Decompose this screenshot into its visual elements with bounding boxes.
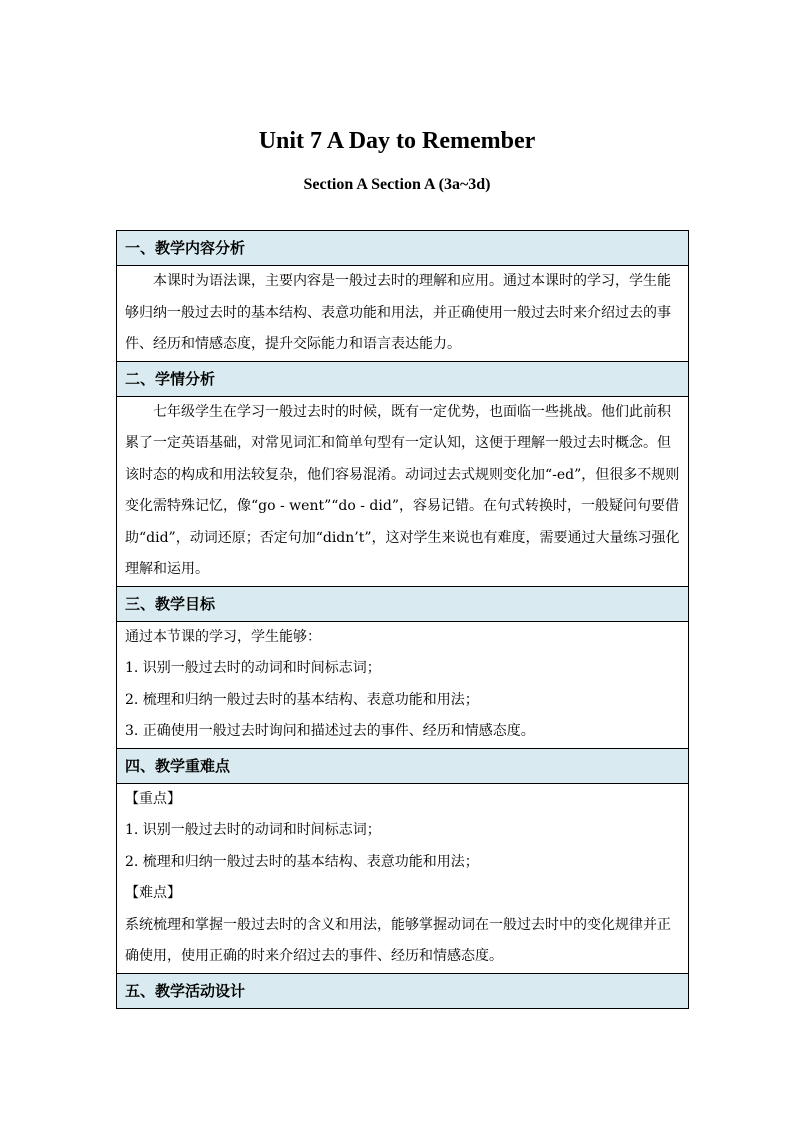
section-heading-row <box>117 973 689 1008</box>
section-body-learner-analysis <box>117 396 689 586</box>
section-heading-learner-analysis: 二、学情分析 <box>117 361 689 396</box>
objective-item: 3. 正确使用一般过去时询问和描述过去的事件、经历和情感态度。 <box>125 723 535 739</box>
section-heading-key-points: 四、教学重难点 <box>117 748 689 783</box>
section-body-row <box>117 621 689 748</box>
difficulty-text: 系统梳理和掌握一般过去时的含义和用法，能够掌握动词在一般过去时中的变化规律并正确使用，使用正确的时来介绍过去的事件、经历和情感态度。 <box>125 916 671 964</box>
section-heading-row <box>117 586 689 621</box>
difficulties-label: 【难点】 <box>125 885 181 901</box>
lesson-plan-table <box>116 230 689 1009</box>
section-heading-teaching-objectives: 三、教学目标 <box>117 586 689 621</box>
key-point-item: 2. 梳理和归纳一般过去时的基本结构、表意功能和用法； <box>125 853 479 870</box>
section-body-content-analysis <box>117 266 689 362</box>
objectives-intro: 通过本节课的学习，学生能够： <box>125 628 321 645</box>
section-heading-content-analysis: 一、教学内容分析 <box>117 231 689 266</box>
section-body-row <box>117 783 689 973</box>
section-body-teaching-objectives <box>117 621 689 748</box>
section-heading-row <box>117 231 689 266</box>
section-heading-row <box>117 361 689 396</box>
objective-item: 2. 梳理和归纳一般过去时的基本结构、表意功能和用法； <box>125 691 479 708</box>
paragraph: 本课时为语法课，主要内容是一般过去时的理解和应用。通过本课时的学习，学生能够归纳一般过去时的基本结构、表意功能和用法，并正确使用一般过去时来介绍过去的事件、经历和情感态度，提升交际能力和语言表达能力。 <box>125 273 671 352</box>
section-body-row <box>117 396 689 586</box>
section-body-row <box>117 266 689 362</box>
section-body-key-points <box>117 783 689 973</box>
key-point-item: 1. 识别一般过去时的动词和时间标志词； <box>125 822 381 838</box>
document-subtitle: Section A Section A (3a~3d) <box>303 176 491 193</box>
key-points-label: 【重点】 <box>125 790 181 807</box>
paragraph: 七年级学生在学习一般过去时的时候，既有一定优势，也面临一些挑战。他们此前积累了一定英语基础，对常见词汇和简单句型有一定认知，这便于理解一般过去时概念。但该时态的构成和用法较复杂，他们容易混淆。动词过去式规则变化加“-ed”，但很多不规则变化需特殊记忆，像“go - went”“do - did”，容易记错。在句式转换时，一般疑问句要借助“did”，动词还原；否定句加“didn’t”，这对学生来说也有难度，需要通过大量练习强化理解和运用。 <box>125 403 680 577</box>
document-title: Unit 7 A Day to Remember <box>258 128 536 154</box>
section-heading-activity-design: 五、教学活动设计 <box>117 973 689 1008</box>
objective-item: 1. 识别一般过去时的动词和时间标志词； <box>125 660 381 676</box>
section-heading-row <box>117 748 689 783</box>
